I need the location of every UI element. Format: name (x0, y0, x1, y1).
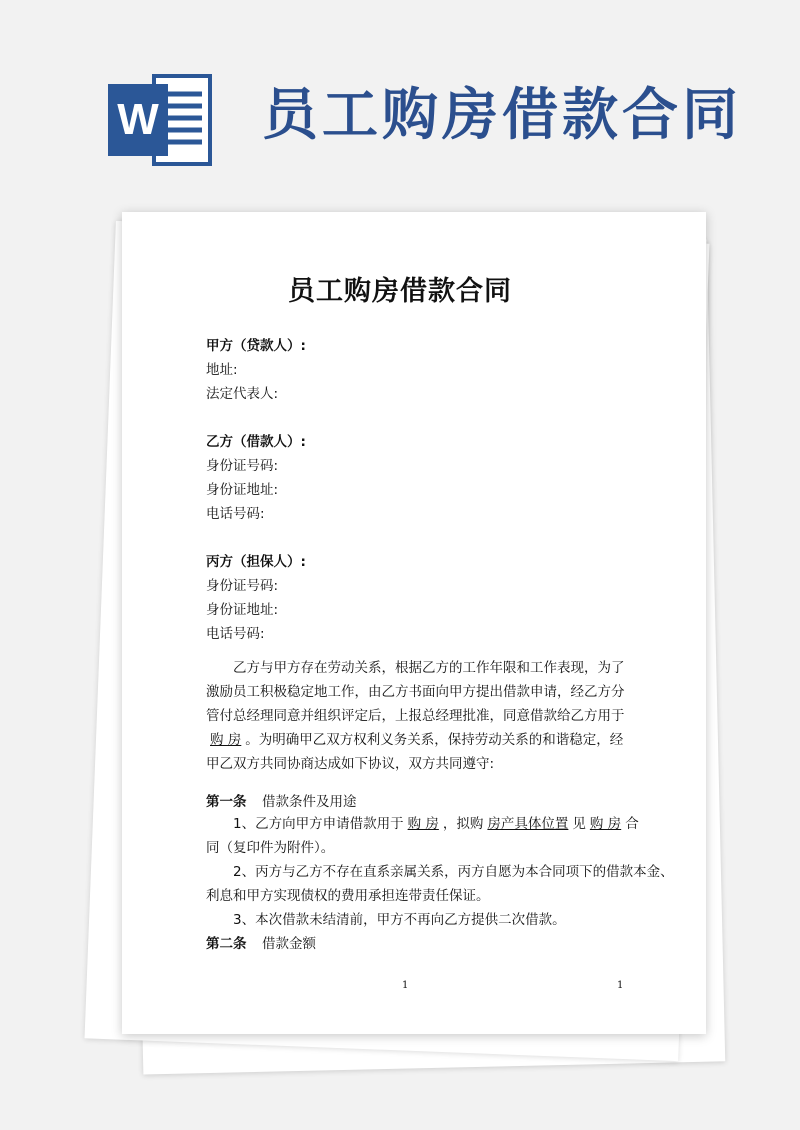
party-b-phone: 电话号码: (206, 506, 265, 522)
article-2-number: 第二条 (206, 936, 247, 952)
party-a-heading: 甲方（贷款人）: (206, 338, 306, 354)
party-b-id-number: 身份证号码: (206, 458, 279, 474)
word-icon-letter: W (117, 95, 159, 144)
party-c-id-number: 身份证号码: (206, 578, 279, 594)
clause-1-contract: 购 房 (589, 816, 622, 832)
page-number-left: 1 (402, 980, 409, 991)
article-1-title: 借款条件及用途 (262, 794, 357, 810)
article-1-clause-1-line-2: 同（复印件为附件）。 (206, 840, 335, 856)
party-c-id-address: 身份证地址: (206, 602, 279, 618)
clause-1-purpose: 购 房 (407, 816, 439, 832)
page-number-right: 1 (617, 980, 624, 991)
article-1-number: 第一条 (206, 794, 247, 810)
clause-1-location: 房产具体位置 (487, 816, 569, 832)
article-1-heading (206, 792, 357, 812)
party-a-representative: 法定代表人: (206, 386, 279, 402)
clause-1-text-b: ，拟购 (442, 816, 484, 832)
article-1-clause-1-line-1 (233, 812, 639, 836)
article-2-title: 借款金额 (262, 936, 316, 952)
article-1-clause-2-line-1: 2、丙方与乙方不存在直系亲属关系，丙方自愿为本合同项下的借款本金、 (233, 864, 674, 880)
intro-purpose: 购 房 (210, 732, 242, 748)
article-2-heading (206, 934, 316, 954)
banner-title: 员工购房借款合同 (262, 83, 742, 148)
clause-1-text-c: 见 (572, 816, 586, 832)
article-1-clause-3: 3、本次借款未结清前，甲方不再向乙方提供二次借款。 (233, 912, 566, 928)
intro-text-1: 乙方与甲方存在劳动关系，根据乙方的工作年限和工作表现，为了激励员工积极稳定地工作，由乙方书面向甲方提出借款申请，经乙方分管付总经理同意并组织评定后，上报总经理批准，同意借款给乙方用于 (206, 660, 625, 724)
party-c-heading: 丙方（担保人）: (206, 554, 306, 570)
word-icon (108, 72, 214, 168)
intro-text-2: 。为明确甲乙双方权利义务关系，保持劳动关系的和谐稳定，经甲乙双方共同协商达成如下协议，双方共同遵守: (206, 732, 624, 772)
document-title: 员工购房借款合同 (288, 276, 512, 307)
clause-1-text-a: 1、乙方向甲方申请借款用于 (233, 816, 404, 832)
clause-1-text-d: 合 (625, 816, 639, 832)
party-a-address: 地址: (206, 362, 238, 378)
article-1-clause-2-line-2: 利息和甲方实现债权的费用承担连带责任保证。 (206, 888, 490, 904)
intro-paragraph (206, 656, 626, 776)
party-b-heading: 乙方（借款人）: (206, 434, 306, 450)
party-c-phone: 电话号码: (206, 626, 265, 642)
party-b-id-address: 身份证地址: (206, 482, 279, 498)
